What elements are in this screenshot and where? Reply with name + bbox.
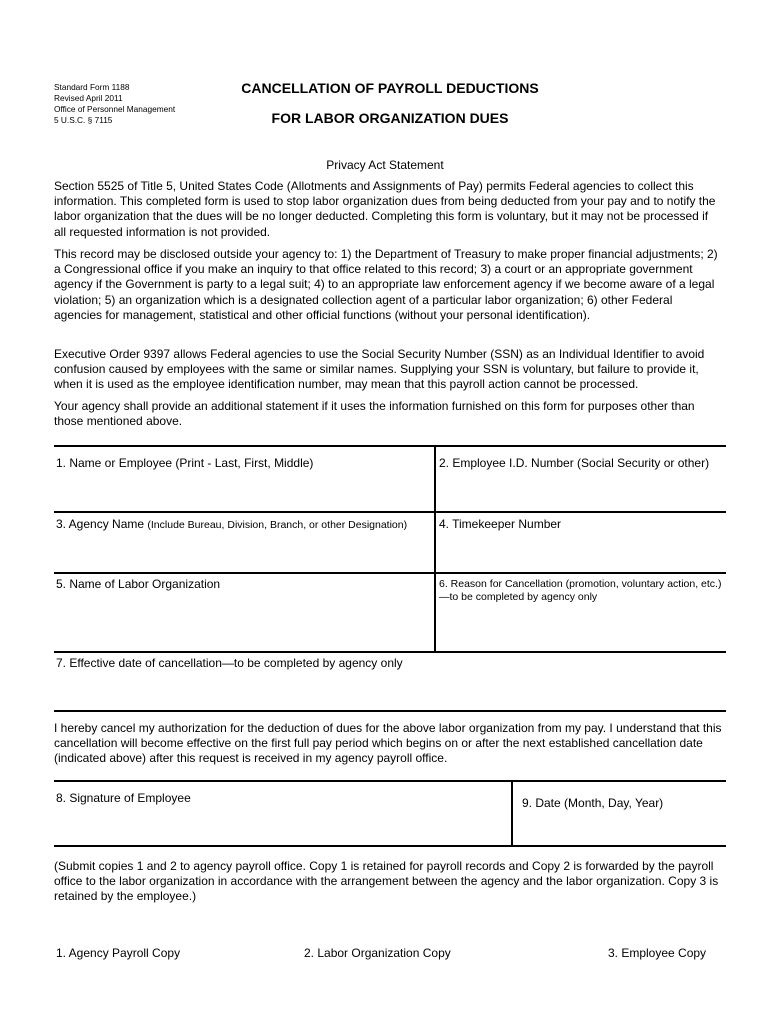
divider-line <box>54 780 726 782</box>
issuing-office: Office of Personnel Management <box>54 104 176 114</box>
form-title-line2: FOR LABOR ORGANIZATION DUES <box>271 110 509 126</box>
field-1-name-of-employee[interactable]: 1. Name or Employee (Print - Last, First, Middle) <box>56 456 314 470</box>
copy-agency-payroll: 1. Agency Payroll Copy <box>56 946 181 960</box>
form-number: Standard Form 1188 <box>54 82 130 92</box>
field-3-note: (Include Bureau, Division, Branch, or other Designation) <box>147 519 408 531</box>
field-4-timekeeper-number[interactable]: 4. Timekeeper Number <box>439 517 562 531</box>
field-5-labor-organization[interactable]: 5. Name of Labor Organization <box>56 577 221 591</box>
privacy-paragraph-1: Section 5525 of Title 5, United States Code (Allotments and Assignments of Pay) permits Federal agencies to collect this information. This completed form is used to stop labor organization dues from being deducted from your pay and to notify the labor organization that the dues will be no longer deducted. Completing this form is voluntary, but it may not be processed if all requested information is not provided. <box>54 179 716 239</box>
privacy-paragraph-4: Your agency shall provide an additional statement if it uses the information furnished on this form for purposes other than those mentioned above. <box>54 399 695 429</box>
field-7-effective-date[interactable]: 7. Effective date of cancellation—to be completed by agency only <box>56 656 403 670</box>
authorization-statement: I hereby cancel my authorization for the deduction of dues for the above labor organization from my pay. I understand that this cancellation will become effective on the first full pay period which begins on or after the next established cancellation date (indicated above) after this request is received in my agency payroll office. <box>54 721 722 766</box>
legal-authority: 5 U.S.C. § 7115 <box>54 115 113 125</box>
divider-line <box>54 845 726 847</box>
privacy-act-heading: Privacy Act Statement <box>326 158 444 172</box>
field-8-signature-of-employee[interactable]: 8. Signature of Employee <box>56 791 191 805</box>
field-2-employee-id-number[interactable]: 2. Employee I.D. Number (Social Security or other) <box>439 456 710 470</box>
form-metadata <box>54 82 175 126</box>
privacy-paragraph-3: Executive Order 9397 allows Federal agencies to use the Social Security Number (SSN) as an Individual Identifier to avoid confusion caused by employees with the same or similar names. Supplying your SSN is voluntary, but failure to provide it, when it is used as the employee identification number, may mean that this payroll action cannot be processed. <box>54 347 705 392</box>
copy-labor-organization: 2. Labor Organization Copy <box>304 946 451 960</box>
divider-line <box>54 511 726 513</box>
field-3-label: 3. Agency Name <box>56 517 148 531</box>
field-6-reason-for-cancellation[interactable]: 6. Reason for Cancellation (promotion, voluntary action, etc.)—to be completed by agency only <box>439 578 722 603</box>
privacy-paragraph-2: This record may be disclosed outside your agency to: 1) the Department of Treasury to make proper financial adjustments; 2) a Congressional office if you make an inquiry to that office related to this record; 3) a court or an appropriate government agency if the Government is party to a legal suit; 4) to an appropriate law enforcement agency if we become aware of a legal violation; 5) an organization which is a designated collection agent of a particular labor organization; 6) other Federal agencies for management, statistical and other official functions (without your personal identification). <box>54 247 718 322</box>
divider-line <box>54 572 726 574</box>
copy-employee: 3. Employee Copy <box>608 946 707 960</box>
divider-line <box>54 651 726 653</box>
submission-instructions: (Submit copies 1 and 2 to agency payroll office. Copy 1 is retained for payroll records and Copy 2 is forwarded by the payroll office to the labor organization in accordance with the arrangement between the agency and the labor organization. Copy 3 is retained by the employee.) <box>54 859 719 904</box>
form-title-line1: CANCELLATION OF PAYROLL DEDUCTIONS <box>241 80 539 96</box>
column-divider <box>434 445 436 652</box>
revision-date: Revised April 2011 <box>54 93 123 103</box>
divider-line <box>54 445 726 447</box>
column-divider <box>511 780 513 846</box>
divider-line <box>54 710 726 712</box>
field-9-date[interactable]: 9. Date (Month, Day, Year) <box>522 796 664 810</box>
field-3-agency-name[interactable] <box>56 517 407 531</box>
